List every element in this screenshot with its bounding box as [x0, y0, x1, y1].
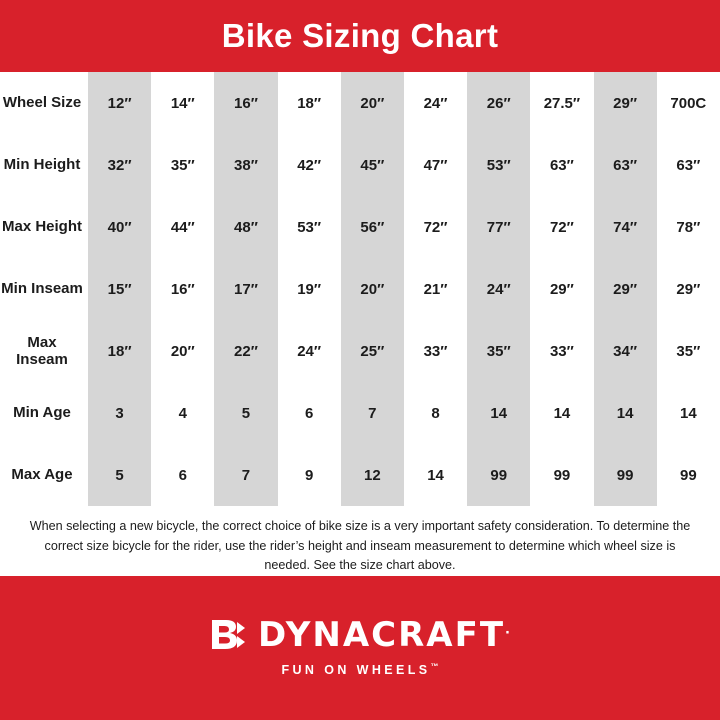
cell-max-height-9: 78″ — [657, 196, 720, 258]
cell-wheel-size-6: 26″ — [467, 72, 530, 134]
cell-min-height-0: 32″ — [88, 134, 151, 196]
sizing-chart — [0, 72, 720, 506]
cell-max-height-0: 40″ — [88, 196, 151, 258]
cell-max-height-4: 56″ — [341, 196, 404, 258]
cell-min-inseam-0: 15″ — [88, 258, 151, 320]
cell-min-height-7: 63″ — [530, 134, 593, 196]
brand-lockup — [210, 615, 510, 656]
cell-max-inseam-6: 35″ — [467, 320, 530, 382]
cell-wheel-size-1: 14″ — [151, 72, 214, 134]
cell-max-age-1: 6 — [151, 444, 214, 506]
cell-min-inseam-5: 21″ — [404, 258, 467, 320]
row-label-min-inseam: Min Inseam — [1, 280, 83, 298]
cell-min-age-1: 4 — [151, 382, 214, 444]
cell-min-age-0: 3 — [88, 382, 151, 444]
cell-min-age-6: 14 — [467, 382, 530, 444]
cell-min-age-5: 8 — [404, 382, 467, 444]
cell-wheel-size-7: 27.5″ — [530, 72, 593, 134]
cell-max-height-8: 74″ — [594, 196, 657, 258]
cell-min-height-4: 45″ — [341, 134, 404, 196]
cell-min-age-2: 5 — [214, 382, 277, 444]
cell-min-height-8: 63″ — [594, 134, 657, 196]
cell-max-inseam-4: 25″ — [341, 320, 404, 382]
cell-min-inseam-9: 29″ — [657, 258, 720, 320]
cell-max-age-5: 14 — [404, 444, 467, 506]
cell-min-height-9: 63″ — [657, 134, 720, 196]
cell-max-age-2: 7 — [214, 444, 277, 506]
table-row — [0, 134, 720, 196]
cell-min-inseam-6: 24″ — [467, 258, 530, 320]
table-row — [0, 444, 720, 506]
cell-min-age-7: 14 — [530, 382, 593, 444]
cell-min-height-5: 47″ — [404, 134, 467, 196]
cell-max-height-7: 72″ — [530, 196, 593, 258]
cell-max-age-7: 99 — [530, 444, 593, 506]
cell-max-height-5: 72″ — [404, 196, 467, 258]
brand-tagline-mark: ™ — [430, 662, 439, 672]
brand-tagline — [281, 662, 438, 677]
cell-wheel-size-9: 700C — [657, 72, 720, 134]
cell-min-age-3: 6 — [278, 382, 341, 444]
cell-wheel-size-8: 29″ — [594, 72, 657, 134]
cell-max-inseam-8: 34″ — [594, 320, 657, 382]
cell-min-inseam-4: 20″ — [341, 258, 404, 320]
row-label-max-inseam: Max Inseam — [16, 333, 68, 368]
sizing-table — [0, 72, 720, 506]
cell-max-age-3: 9 — [278, 444, 341, 506]
cell-min-inseam-7: 29″ — [530, 258, 593, 320]
sizing-table-body — [0, 72, 720, 506]
cell-wheel-size-3: 18″ — [278, 72, 341, 134]
cell-wheel-size-5: 24″ — [404, 72, 467, 134]
cell-max-height-6: 77″ — [467, 196, 530, 258]
cell-min-height-6: 53″ — [467, 134, 530, 196]
row-label-max-age: Max Age — [11, 466, 73, 484]
cell-min-height-2: 38″ — [214, 134, 277, 196]
table-row — [0, 72, 720, 134]
page-footer — [0, 576, 720, 720]
cell-min-inseam-1: 16″ — [151, 258, 214, 320]
row-label-min-height: Min Height — [3, 156, 81, 174]
row-label-min-age: Min Age — [13, 404, 71, 422]
cell-min-inseam-8: 29″ — [594, 258, 657, 320]
table-row — [0, 382, 720, 444]
cell-min-age-9: 14 — [657, 382, 720, 444]
cell-max-inseam-0: 18″ — [88, 320, 151, 382]
cell-max-age-6: 99 — [467, 444, 530, 506]
table-row — [0, 258, 720, 320]
brand-name-mark: . — [505, 622, 510, 638]
brand-tagline-text: FUN ON WHEELS — [281, 663, 431, 678]
cell-max-age-9: 99 — [657, 444, 720, 506]
cell-wheel-size-0: 12″ — [88, 72, 151, 134]
cell-max-inseam-7: 33″ — [530, 320, 593, 382]
cell-min-inseam-3: 19″ — [278, 258, 341, 320]
cell-max-height-2: 48″ — [214, 196, 277, 258]
cell-max-age-0: 5 — [88, 444, 151, 506]
cell-min-height-1: 35″ — [151, 134, 214, 196]
cell-min-age-4: 7 — [341, 382, 404, 444]
cell-min-height-3: 42″ — [278, 134, 341, 196]
brand-name — [258, 615, 510, 656]
cell-min-age-8: 14 — [594, 382, 657, 444]
table-row — [0, 196, 720, 258]
page-title: Bike Sizing Chart — [221, 17, 499, 54]
cell-max-inseam-5: 33″ — [404, 320, 467, 382]
cell-wheel-size-4: 20″ — [341, 72, 404, 134]
cell-min-inseam-2: 17″ — [214, 258, 277, 320]
page-header — [0, 0, 720, 72]
cell-max-age-8: 99 — [594, 444, 657, 506]
cell-max-inseam-2: 22″ — [214, 320, 277, 382]
table-row — [0, 320, 720, 382]
cell-max-inseam-1: 20″ — [151, 320, 214, 382]
cell-max-age-4: 12 — [341, 444, 404, 506]
row-label-wheel-size: Wheel Size — [2, 94, 82, 112]
row-label-max-height: Max Height — [1, 218, 82, 236]
cell-max-inseam-9: 35″ — [657, 320, 720, 382]
cell-max-inseam-3: 24″ — [278, 320, 341, 382]
dynacraft-logo-icon — [210, 618, 246, 652]
cell-max-height-3: 53″ — [278, 196, 341, 258]
cell-max-height-1: 44″ — [151, 196, 214, 258]
brand-name-text: DYNACRAFT — [258, 615, 506, 656]
cell-wheel-size-2: 16″ — [214, 72, 277, 134]
safety-note: When selecting a new bicycle, the correct choice of bike size is a very important safety consideration. To determine the correct size bicycle for the rider, use the rider’s height and inseam measurement to determine which wheel size is needed. See the size chart above. — [0, 506, 720, 576]
